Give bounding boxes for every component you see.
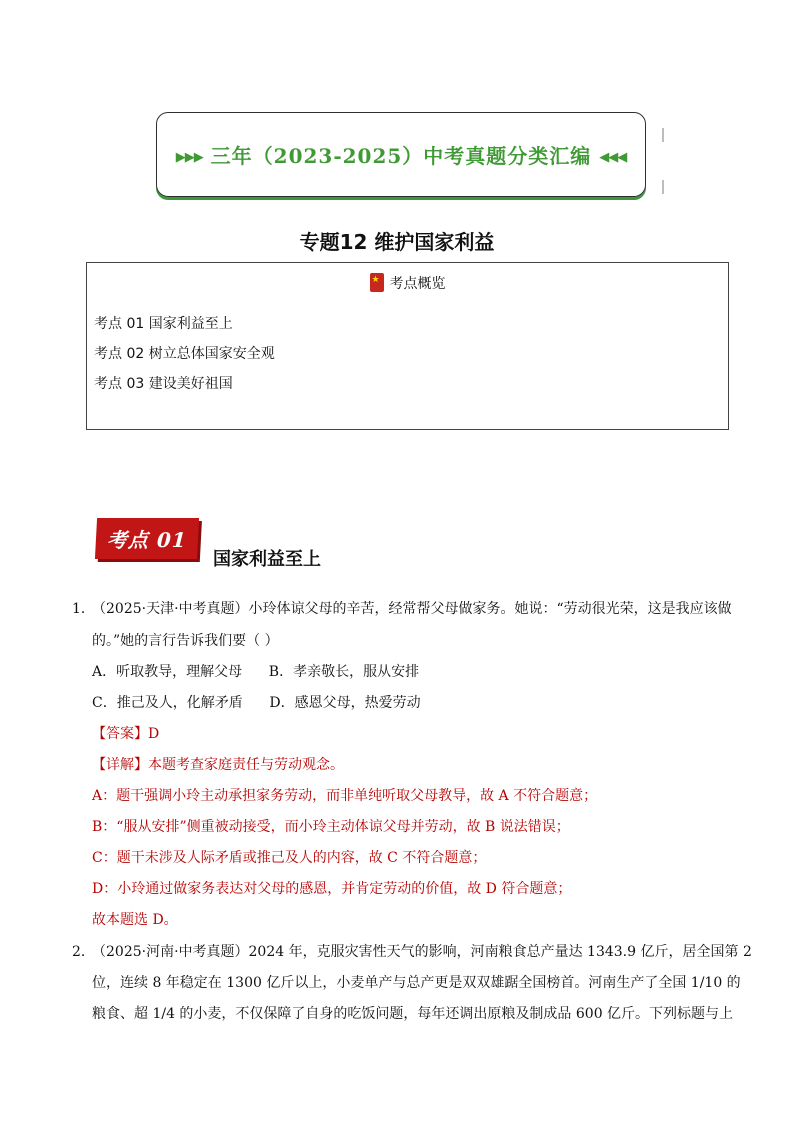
answer-label: 【答案】 — [92, 726, 148, 742]
analysis-line: D：小玲通过做家务表达对父母的感恩，并肯定劳动的价值，故 D 符合题意； — [92, 881, 572, 897]
overview-item: 考点 03 建设美好祖国 — [94, 376, 233, 392]
analysis-line: B：“服从安排”侧重被动接受，而小玲主动体谅父母并劳动，故 B 说法错误； — [92, 819, 570, 835]
question-options: A．听取教导，理解父母 B．孝亲敬长，服从安排 — [92, 664, 420, 680]
section-badge — [95, 518, 199, 559]
page-title: 专题12 维护国家利益 — [299, 230, 495, 254]
question-stem: （2025·天津·中考真题）小玲体谅父母的辛苦，经常帮父母做家务。她说：“劳动很光荣，这是我应该做 — [92, 601, 732, 617]
overview-heading — [87, 273, 728, 293]
overview-item: 考点 02 树立总体国家安全观 — [94, 346, 275, 362]
banner-title: 三年（2023-2025）中考真题分类汇编 — [210, 144, 592, 168]
overview-heading-label: 考点概览 — [389, 276, 446, 292]
analysis-line: 故本题选 D。 — [92, 912, 178, 928]
title-banner — [156, 112, 646, 197]
answer-line — [92, 723, 159, 743]
detail-label: 【详解】 — [92, 757, 148, 773]
question-stem: 位，连续 8 年稳定在 1300 亿斤以上，小麦单产与总产更是双双雄踞全国榜首。河南生产了全国 1/10 的 — [92, 975, 741, 991]
answer-value: D — [148, 726, 160, 742]
margin-mark — [662, 128, 664, 142]
overview-item: 考点 01 国家利益至上 — [94, 316, 233, 332]
question-stem: 的。”她的言行告诉我们要（ ） — [92, 633, 279, 649]
red-book-star-icon — [370, 273, 384, 292]
question-stem: （2025·河南·中考真题）2024 年，克服灾害性天气的影响，河南粮食总产量达 1343.9 亿斤，居全国第 2 — [92, 944, 752, 960]
banner-text — [176, 140, 627, 169]
left-arrows-icon: ▶▶▶ — [175, 150, 203, 165]
analysis-line: C：题干未涉及人际矛盾或推己及人的内容，故 C 不符合题意； — [92, 850, 487, 866]
question-stem: 粮食、超 1/4 的小麦，不仅保障了自身的吃饭问题，每年还调出原粮及制成品 600 亿斤。下列标题与上 — [92, 1006, 734, 1022]
section-badge-label: 考点 01 — [106, 528, 188, 552]
question-options: C．推己及人，化解矛盾 D．感恩父母，热爱劳动 — [92, 695, 421, 711]
question-number: 2． — [72, 944, 95, 960]
overview-box — [86, 262, 729, 430]
question-number: 1． — [72, 601, 95, 617]
margin-mark — [662, 180, 664, 194]
right-arrows-icon: ◀◀◀ — [599, 150, 627, 165]
detail-line — [92, 754, 344, 774]
analysis-line: A：题干强调小玲主动承担家务劳动，而非单纯听取父母教导，故 A 不符合题意； — [92, 788, 598, 804]
section-title: 国家利益至上 — [213, 549, 321, 570]
detail-intro: 本题考查家庭责任与劳动观念。 — [148, 757, 344, 773]
